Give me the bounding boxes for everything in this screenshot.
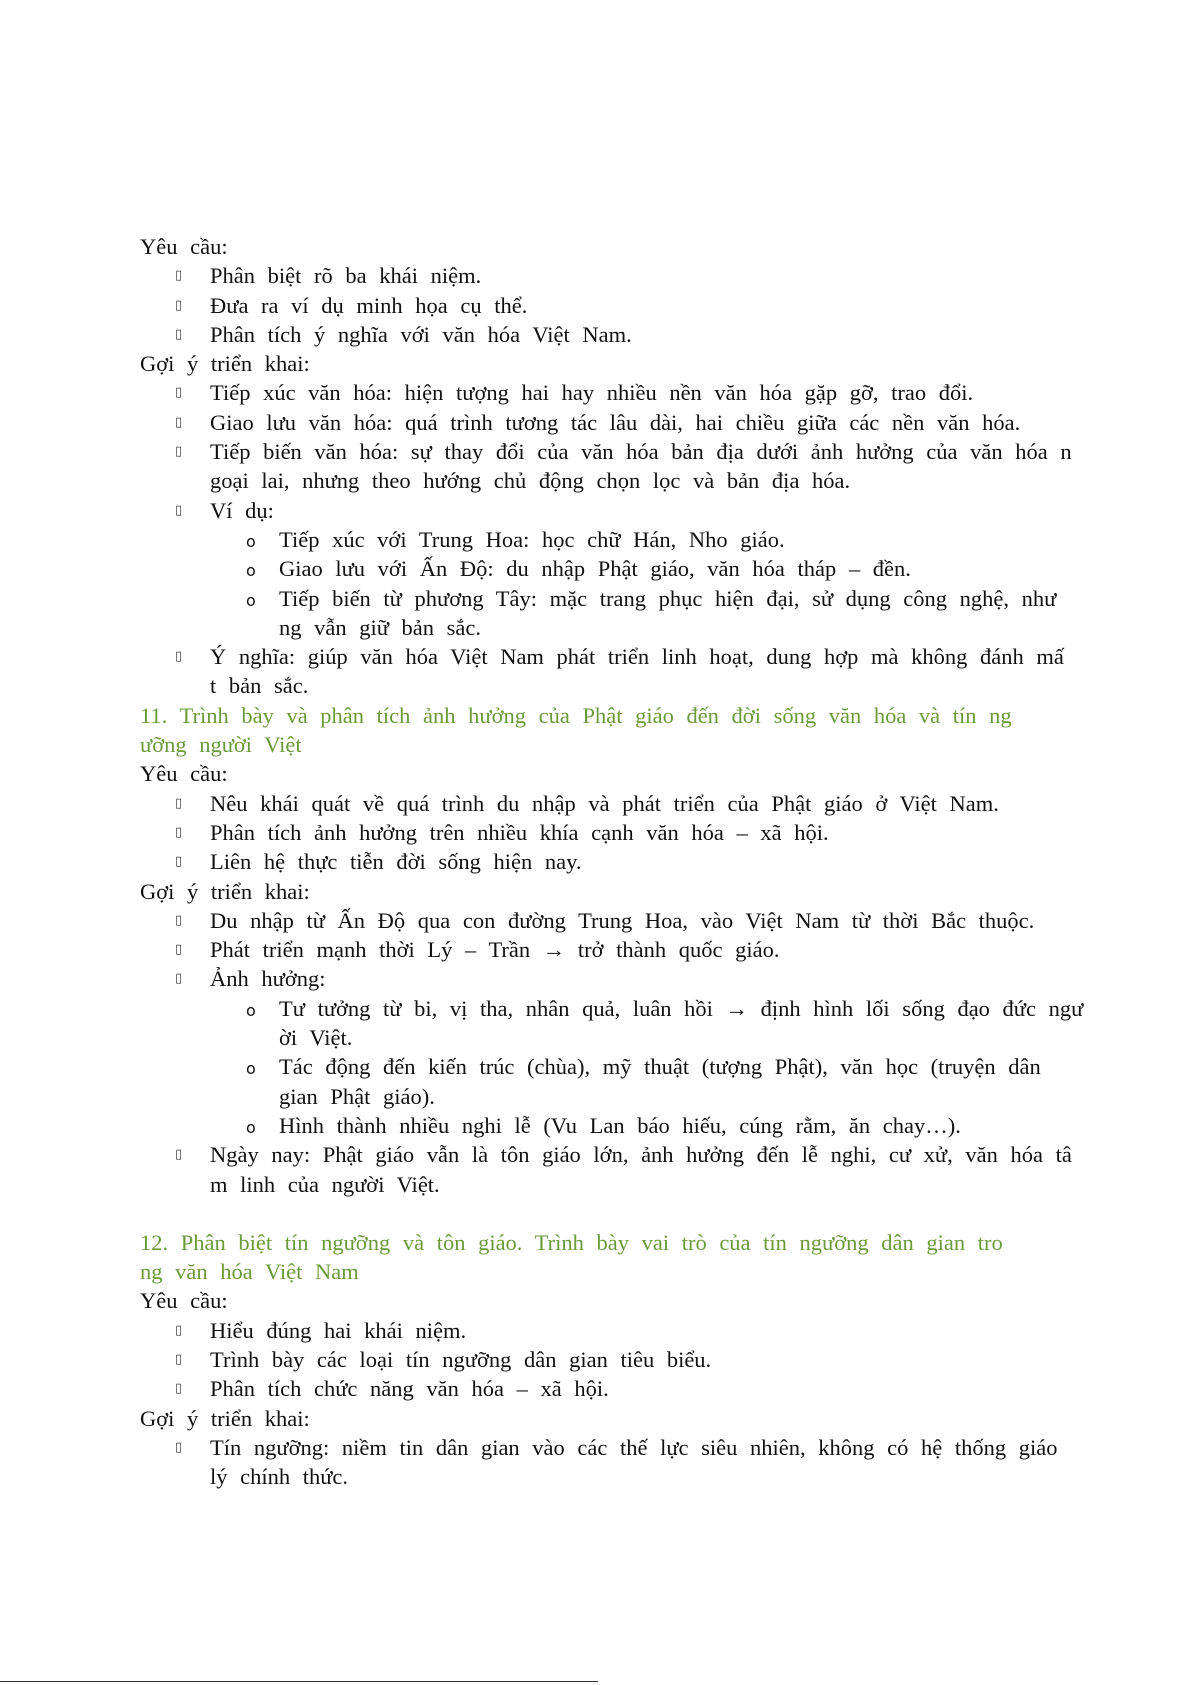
list-item-text: Tín ngưỡng: niềm tin dân gian vào các thế lực siêu nhiên, không có hệ thống giáo xyxy=(210,1434,1058,1460)
bullet-icon: ▯ xyxy=(175,795,183,811)
list-item xyxy=(140,1316,1180,1345)
bullet-icon: ▯ xyxy=(175,824,183,840)
list-item-text: Ý nghĩa: giúp văn hóa Việt Nam phát triển linh hoạt, dung hợp mà không đánh mấ xyxy=(210,644,1064,670)
bullet-icon: ▯ xyxy=(175,268,183,284)
list-item-text: Ngày nay: Phật giáo vẫn là tôn giáo lớn, ảnh hưởng đến lễ nghi, cư xử, văn hóa tâ xyxy=(210,1142,1072,1168)
circle-bullet-icon: o xyxy=(246,1000,256,1020)
sub-list-item xyxy=(140,1052,1180,1081)
footnote-separator xyxy=(0,1681,598,1682)
list-item-text: Phát triển mạnh thời Lý – Trần → trở thành quốc giáo. xyxy=(210,937,780,963)
requirements-label: Yêu cầu: xyxy=(140,761,228,787)
list-item xyxy=(140,906,1180,935)
sub-list-item xyxy=(140,994,1180,1023)
list-item-text: Tiếp biến văn hóa: sự thay đổi của văn hóa bản địa dưới ảnh hưởng của văn hóa n xyxy=(210,439,1072,465)
list-item-text: Phân tích ý nghĩa với văn hóa Việt Nam. xyxy=(210,321,632,347)
list-item-text: Phân tích ảnh hưởng trên nhiều khía cạnh văn hóa – xã hội. xyxy=(210,819,829,845)
list-item xyxy=(140,378,1180,407)
bullet-icon: ▯ xyxy=(175,1439,183,1455)
list-item xyxy=(140,496,1180,525)
bullet-icon: ▯ xyxy=(175,1147,183,1163)
circle-bullet-icon: o xyxy=(246,590,256,610)
document-body xyxy=(140,232,1180,1491)
circle-bullet-icon: o xyxy=(246,561,256,581)
list-item xyxy=(140,1140,1180,1169)
bullet-icon: ▯ xyxy=(175,297,183,313)
sub-list-item-text: Hình thành nhiều nghi lễ (Vu Lan báo hiếu, cúng rằm, ăn chay…). xyxy=(279,1112,961,1138)
list-item xyxy=(140,1374,1180,1403)
list-item xyxy=(140,789,1180,818)
list-item xyxy=(140,261,1180,290)
suggestions-label: Gợi ý triển khai: xyxy=(140,1405,310,1431)
sub-list-item xyxy=(140,1111,1180,1140)
sub-list-item-continuation: gian Phật giáo). xyxy=(279,1083,435,1109)
bullet-icon: ▯ xyxy=(175,854,183,870)
suggestions-label: Gợi ý triển khai: xyxy=(140,351,310,377)
list-item xyxy=(140,1433,1180,1462)
list-item xyxy=(140,320,1180,349)
list-item xyxy=(140,642,1180,671)
sub-list-item-text: Tư tưởng từ bi, vị tha, nhân quả, luân hồi → định hình lối sống đạo đức ngư xyxy=(279,995,1084,1021)
bullet-icon: ▯ xyxy=(175,1351,183,1367)
section-heading-11-continuation: ưỡng người Việt xyxy=(140,732,302,758)
section-heading-12: 12. Phân biệt tín ngưỡng và tôn giáo. Trình bày vai trò của tín ngưỡng dân gian tro xyxy=(140,1229,1003,1255)
list-item-text: Liên hệ thực tiễn đời sống hiện nay. xyxy=(210,849,582,875)
suggestions-label: Gợi ý triển khai: xyxy=(140,878,310,904)
bullet-icon: ▯ xyxy=(175,942,183,958)
sub-list-item-text: Tiếp biến từ phương Tây: mặc trang phục hiện đại, sử dụng công nghệ, như xyxy=(279,585,1057,611)
requirements-label: Yêu cầu: xyxy=(140,234,228,259)
list-item-continuation: goại lai, nhưng theo hướng chủ động chọn lọc và bản địa hóa. xyxy=(210,468,851,494)
list-item xyxy=(140,437,1180,466)
sub-list-item xyxy=(140,525,1180,554)
section-heading-12-continuation: ng văn hóa Việt Nam xyxy=(140,1259,359,1285)
list-item xyxy=(140,964,1180,993)
list-item-text: Phân biệt rõ ba khái niệm. xyxy=(210,263,482,289)
sub-list-item xyxy=(140,554,1180,583)
bullet-icon: ▯ xyxy=(175,502,183,518)
bullet-icon: ▯ xyxy=(175,444,183,460)
bullet-icon: ▯ xyxy=(175,1322,183,1338)
bullet-icon: ▯ xyxy=(175,385,183,401)
bullet-icon: ▯ xyxy=(175,1381,183,1397)
bullet-icon: ▯ xyxy=(175,971,183,987)
bullet-icon: ▯ xyxy=(175,649,183,665)
sub-list-item xyxy=(140,584,1180,613)
sub-list-item-text: Tiếp xúc với Trung Hoa: học chữ Hán, Nho giáo. xyxy=(279,526,785,552)
list-item xyxy=(140,1345,1180,1374)
list-item-text: Du nhập từ Ấn Độ qua con đường Trung Hoa, vào Việt Nam từ thời Bắc thuộc. xyxy=(210,907,1035,933)
list-item-text: Ảnh hưởng: xyxy=(210,966,326,992)
list-item-text: Giao lưu văn hóa: quá trình tương tác lâu dài, hai chiều giữa các nền văn hóa. xyxy=(210,409,1021,435)
list-item xyxy=(140,291,1180,320)
bullet-icon: ▯ xyxy=(175,326,183,342)
list-item xyxy=(140,408,1180,437)
list-item-text: Tiếp xúc văn hóa: hiện tượng hai hay nhiều nền văn hóa gặp gỡ, trao đổi. xyxy=(210,380,974,406)
section-heading-11: 11. Trình bày và phân tích ảnh hưởng của Phật giáo đến đời sống văn hóa và tín ng xyxy=(140,702,1012,728)
list-item-continuation: t bản sắc. xyxy=(210,673,309,699)
list-item xyxy=(140,818,1180,847)
list-item-continuation: lý chính thức. xyxy=(210,1464,349,1490)
list-item-text: Hiểu đúng hai khái niệm. xyxy=(210,1317,467,1343)
blank-line xyxy=(140,1199,1180,1228)
bullet-icon: ▯ xyxy=(175,912,183,928)
sub-list-item-continuation: ng vẫn giữ bản sắc. xyxy=(279,614,482,640)
circle-bullet-icon: o xyxy=(246,1117,256,1137)
list-item-text: Ví dụ: xyxy=(210,497,274,523)
list-item-continuation: m linh của người Việt. xyxy=(210,1171,440,1197)
list-item xyxy=(140,847,1180,876)
circle-bullet-icon: o xyxy=(246,1059,256,1079)
sub-list-item-continuation: ời Việt. xyxy=(279,1025,353,1051)
list-item-text: Đưa ra ví dụ minh họa cụ thể. xyxy=(210,292,528,318)
list-item-text: Phân tích chức năng văn hóa – xã hội. xyxy=(210,1376,609,1402)
bullet-icon: ▯ xyxy=(175,414,183,430)
list-item xyxy=(140,935,1180,964)
circle-bullet-icon: o xyxy=(246,531,256,551)
requirements-label: Yêu cầu: xyxy=(140,1288,228,1314)
sub-list-item-text: Giao lưu với Ấn Độ: du nhập Phật giáo, văn hóa tháp – đền. xyxy=(279,556,911,582)
list-item-text: Trình bày các loại tín ngưỡng dân gian tiêu biểu. xyxy=(210,1346,712,1372)
sub-list-item-text: Tác động đến kiến trúc (chùa), mỹ thuật (tượng Phật), văn học (truyện dân xyxy=(279,1054,1041,1080)
list-item-text: Nêu khái quát về quá trình du nhập và phát triển của Phật giáo ở Việt Nam. xyxy=(210,790,999,816)
